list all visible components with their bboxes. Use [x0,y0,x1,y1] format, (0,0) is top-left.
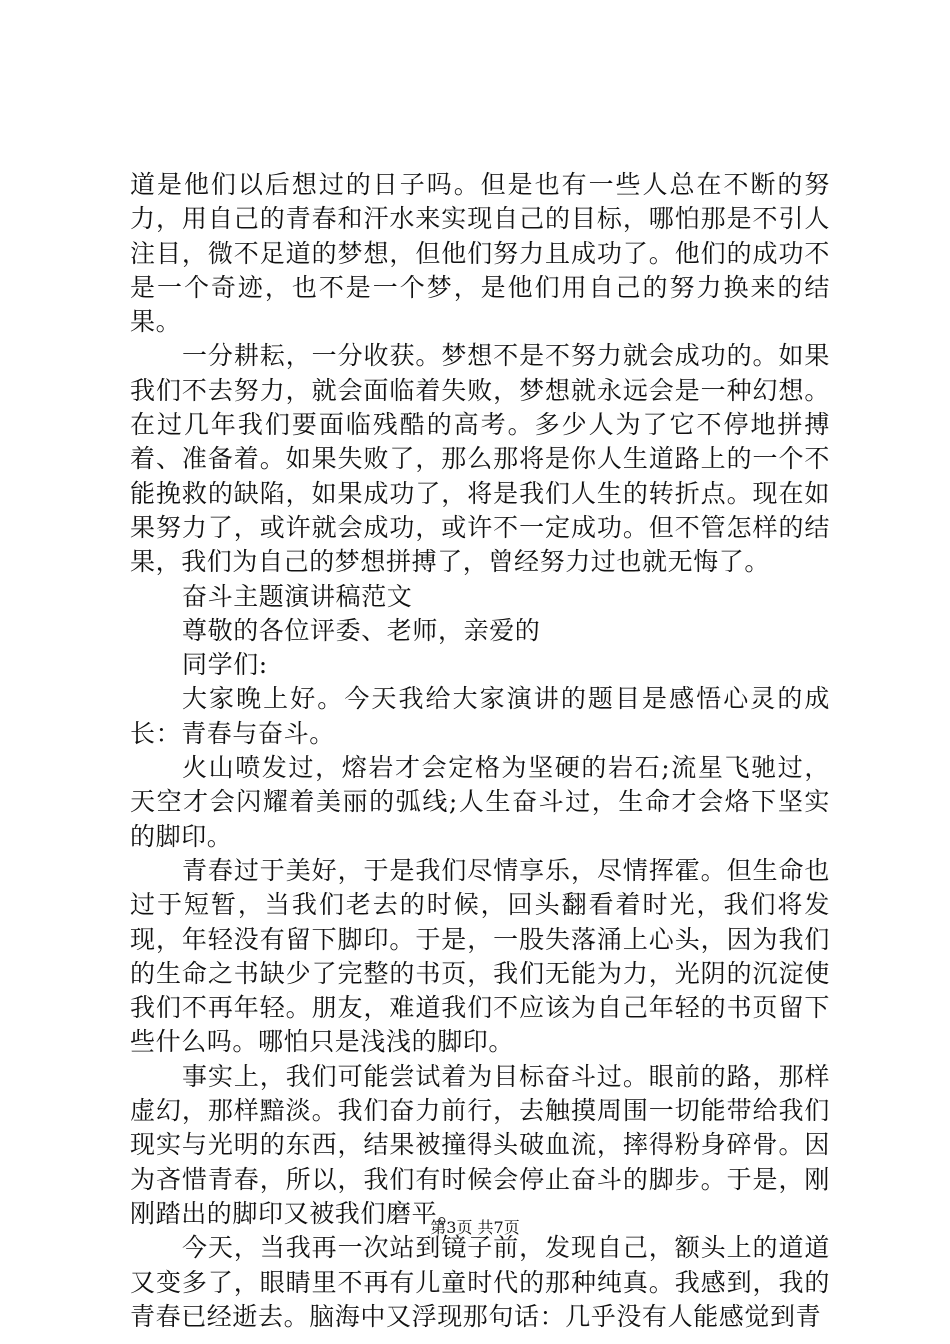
salutation-line: 尊敬的各位评委、老师，亲爱的 [182,615,541,645]
paragraph: 一分耕耘，一分收获。梦想不是不努力就会成功的。如果我们不去努力，就会面临着失败，梦想就永远会是一种幻想。在过几年我们要面临残酷的高考。多少人为了它不停地拼搏着、准备着。如果失败了，那么那将是你人生道路上的一个不能挽救的缺陷，如果成功了，将是我们人生的转折点。现在如果努力了，或许就会成功，或许不一定成功。但不管怎样的结果，我们为自己的梦想拼搏了，曾经努力过也就无悔了。 [130,341,830,577]
paragraph: 青春过于美好，于是我们尽情享乐，尽情挥霍。但生命也过于短暂，当我们老去的时候，回头翻看着时光，我们将发现，年轻没有留下脚印。于是，一股失落涌上心头，因为我们的生命之书缺少了完整的书页，我们无能为力，光阴的沉淀使我们不再年轻。朋友，难道我们不应该为自己年轻的书页留下些什么吗。哪怕只是浅浅的脚印。 [130,855,830,1057]
paragraph: 今天，当我再一次站到镜子前，发现自己，额头上的道道又变多了，眼睛里不再有儿童时代的那种纯真。我感到，我的青春已经逝去。脑海中又浮现那句话：几乎没有人能感觉到青 [130,1233,830,1331]
salutation-line: 同学们: [182,650,268,680]
page-number: 第3页 共7页 [430,1218,520,1237]
paragraph: 火山喷发过，熔岩才会定格为坚硬的岩石;流星飞驰过，天空才会闪耀着美丽的弧线;人生奋斗过，生命才会烙下坚实的脚印。 [130,753,830,851]
section-title: 奋斗主题演讲稿范文 [182,581,413,611]
paragraph: 大家晚上好。今天我给大家演讲的题目是感悟心灵的成长：青春与奋斗。 [130,684,830,748]
body-text [130,168,830,1334]
paragraph: 事实上，我们可能尝试着为目标奋斗过。眼前的路，那样虚幻，那样黯淡。我们奋力前行，去触摸周围一切能带给我们现实与光明的东西，结果被撞得头破血流，摔得粉身碎骨。因为吝惜青春，所以，我们有时候会停止奋斗的脚步。于是，刚刚踏出的脚印又被我们磨平。 [130,1061,830,1228]
paragraph-continuation: 道是他们以后想过的日子吗。但是也有一些人总在不断的努力，用自己的青春和汗水来实现自己的目标，哪怕那是不引人注目，微不足道的梦想，但他们努力且成功了。他们的成功不是一个奇迹，也不是一个梦，是他们用自己的努力换来的结果。 [130,170,830,337]
